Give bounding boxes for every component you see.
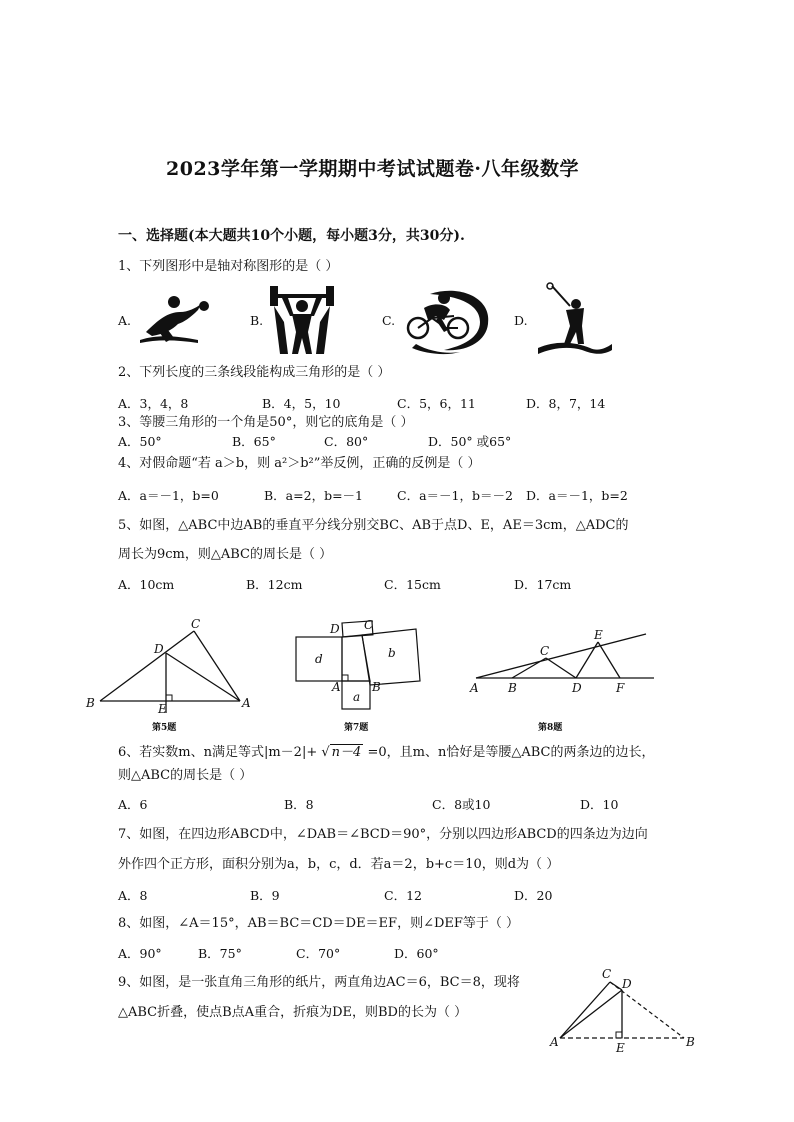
q1-option-a: A. <box>118 313 132 328</box>
q4-option-a: A．a＝－1，b=0 <box>118 488 219 503</box>
fig5-label-c: C <box>191 617 201 631</box>
q2-option-d: D．8，7，14 <box>526 396 606 411</box>
q3-option-b: B．65° <box>232 434 276 449</box>
q6-text-a: 6、若实数m、n满足等式|m－2|+ <box>118 745 318 760</box>
figure-7-diagram <box>290 605 440 715</box>
q6-option-b: B．8 <box>284 797 314 812</box>
q6-text-b: =0，且m、n恰好是等腰△ABC的两条边的边长， <box>367 745 655 760</box>
q8-option-d: D．60° <box>394 946 439 961</box>
fig8-label-f: F <box>616 681 625 695</box>
question-7-line-1: 7、如图，在四边形ABCD中，∠DAB＝∠BCD＝90°，分别以四边形ABCD的四条边为边向 <box>118 827 648 842</box>
fig5-label-b: B <box>86 696 95 710</box>
question-9-line-1: 9、如图，是一张直角三角形的纸片，两直角边AC＝6，BC＝8，现将 <box>118 975 520 990</box>
question-5-line-2: 周长为9cm，则△ABC的周长是（ ） <box>118 547 333 562</box>
q1-option-b: B. <box>250 313 264 328</box>
q3-option-a: A．50° <box>118 434 162 449</box>
figure-7-caption: 第7题 <box>344 723 369 733</box>
q6-radical <box>321 744 363 760</box>
fig8-label-d: D <box>572 681 582 695</box>
q6-option-a: A．6 <box>118 797 148 812</box>
q7-option-a: A．8 <box>118 888 148 903</box>
fig9-label-d: D <box>622 977 632 991</box>
q5-option-a: A．10cm <box>118 577 175 592</box>
q7-option-c: C．12 <box>384 888 422 903</box>
fig9-label-a: A <box>550 1035 559 1049</box>
question-5-line-1: 5、如图，△ABC中边AB的垂直平分线分别交BC、AB于点D、E，AE＝3cm，△ADC的 <box>118 518 629 533</box>
q8-option-c: C．70° <box>296 946 341 961</box>
question-6-line-2: 则△ABC的周长是（ ） <box>118 768 253 783</box>
q1-option-d: D. <box>514 313 528 328</box>
q5-option-b: B．12cm <box>246 577 303 592</box>
fig8-label-c: C <box>540 644 550 658</box>
page-title: 2023学年第一学期期中考试试题卷·八年级数学 <box>166 158 579 180</box>
q8-option-b: B．75° <box>198 946 242 961</box>
radical-sign-icon: √ <box>321 745 330 760</box>
fig9-label-b: B <box>686 1035 695 1049</box>
fig5-label-d: D <box>154 642 164 656</box>
figure-9-diagram <box>548 964 698 1054</box>
q5-option-d: D．17cm <box>514 577 572 592</box>
question-6-line-1 <box>118 744 654 762</box>
figure-5-diagram <box>80 615 260 715</box>
fig7-label-d-area: d <box>315 652 323 666</box>
figure-8-caption: 第8题 <box>538 723 563 733</box>
q6-radicand: n－4 <box>331 745 362 760</box>
q2-option-a: A．3，4，8 <box>118 396 189 411</box>
golfer-icon <box>536 282 612 358</box>
question-4-stem: 4、对假命题“若 a＞b，则 a²＞b²”举反例，正确的反例是（ ） <box>118 456 481 471</box>
fig9-label-c: C <box>602 967 612 981</box>
q5-option-c: C．15cm <box>384 577 441 592</box>
fig7-label-a-area: a <box>353 690 361 704</box>
q7-option-b: B．9 <box>250 888 280 903</box>
fig7-label-a: A <box>332 680 341 694</box>
fig8-label-a: A <box>470 681 479 695</box>
weightlifter-icon <box>268 282 336 356</box>
volleyball-player-icon <box>138 290 218 345</box>
question-9-line-2: △ABC折叠，使点B点A重合，折痕为DE，则BD的长为（ ） <box>118 1005 468 1020</box>
question-8-stem: 8、如图，∠A＝15°，AB＝BC＝CD＝DE＝EF，则∠DEF等于（ ） <box>118 916 520 931</box>
figure-5-caption: 第5题 <box>152 723 177 733</box>
fig7-label-c: C <box>364 618 374 632</box>
fig9-label-e: E <box>616 1041 625 1055</box>
fig7-label-d: D <box>330 622 340 636</box>
q8-option-a: A．90° <box>118 946 162 961</box>
question-7-line-2: 外作四个正方形，面积分别为a，b，c，d．若a＝2，b+c＝10，则d为（ ） <box>118 857 560 872</box>
q6-option-d: D．10 <box>580 797 619 812</box>
q4-option-c: C．a＝－1，b＝－2 <box>397 488 513 503</box>
q2-option-c: C．5，6，11 <box>397 396 476 411</box>
section-heading: 一、选择题(本大题共10个小题，每小题3分，共30分). <box>118 228 465 244</box>
q6-option-c: C．8或10 <box>432 797 491 812</box>
q4-option-d: D．a＝－1，b=2 <box>526 488 628 503</box>
fig7-label-b-area: b <box>388 646 396 660</box>
fig5-label-e: E <box>158 702 167 716</box>
question-1-stem: 1、下列图形中是轴对称图形的是（ ） <box>118 259 339 274</box>
question-3-stem: 3、等腰三角形的一个角是50°，则它的底角是（ ） <box>118 415 414 430</box>
q7-option-d: D．20 <box>514 888 553 903</box>
q2-option-b: B．4，5，10 <box>262 396 341 411</box>
question-2-stem: 2、下列长度的三条线段能构成三角形的是（ ） <box>118 365 391 380</box>
fig7-label-b: B <box>372 680 381 694</box>
q1-option-c: C. <box>382 313 396 328</box>
q3-option-d: D．50° 或65° <box>428 434 512 449</box>
q4-option-b: B．a=2，b=－1 <box>264 488 363 503</box>
figure-8-diagram <box>466 622 656 702</box>
q3-option-c: C．80° <box>324 434 369 449</box>
fig5-label-a: A <box>242 696 251 710</box>
cyclist-icon <box>400 286 492 356</box>
fig8-label-e: E <box>594 628 603 642</box>
fig8-label-b: B <box>508 681 517 695</box>
